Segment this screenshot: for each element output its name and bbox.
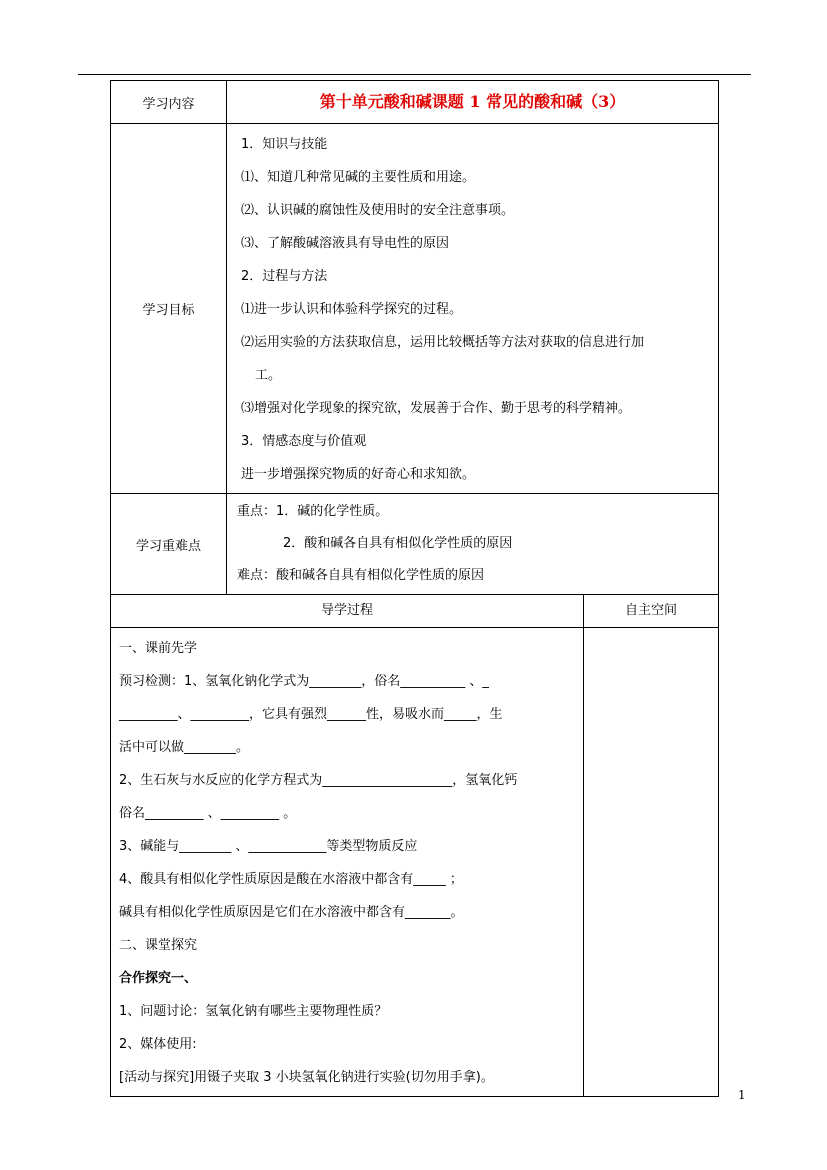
exercise-line: 活中可以做________。 bbox=[119, 740, 250, 755]
key-points-cell bbox=[227, 494, 719, 595]
header-rule bbox=[78, 74, 751, 75]
exercise-line: _________、_________，它具有强烈______性，易吸水而_____，生 bbox=[119, 707, 503, 722]
activity-line: [活动与探究]用镊子夹取 3 小块氢氧化钠进行实验(切勿用手拿)。 bbox=[119, 1070, 494, 1085]
goal-line: ⑵运用实验的方法获取信息，运用比较概括等方法对获取的信息进行加 bbox=[241, 335, 645, 350]
process-header: 导学过程 bbox=[111, 595, 584, 628]
content-row bbox=[111, 81, 719, 124]
lesson-title: 第十单元酸和碱课题 1 常见的酸和碱（3） bbox=[319, 92, 626, 111]
goal-line: ⑶增强对化学现象的探究欲，发展善于合作、勤于思考的科学精神。 bbox=[241, 401, 632, 416]
key-point-line: 重点：1．碱的化学性质。 bbox=[237, 504, 389, 519]
section-heading: 一、课前先学 bbox=[119, 641, 198, 656]
media-line: 2、媒体使用: bbox=[119, 1037, 197, 1052]
exercise-line: 预习检测：1、氢氧化钠化学式为________，俗名__________ 、_ bbox=[119, 674, 489, 689]
page-number: 1 bbox=[738, 1088, 746, 1102]
process-cell bbox=[111, 628, 584, 1097]
key-point-line: 2．酸和碱各自具有相似化学性质的原因 bbox=[283, 536, 513, 551]
discussion-line: 1、问题讨论：氢氧化钠有哪些主要物理性质？ bbox=[119, 1004, 388, 1019]
exercise-line: 3、碱能与________ 、____________等类型物质反应 bbox=[119, 839, 418, 854]
process-body-row bbox=[111, 628, 719, 1097]
process-header-row bbox=[111, 595, 719, 628]
cooperative-inquiry-heading: 合作探究一、 bbox=[119, 971, 198, 986]
title-cell bbox=[227, 81, 719, 124]
exercise-line: 4、酸具有相似化学性质原因是酸在水溶液中都含有_____ ； bbox=[119, 872, 463, 887]
goals-row bbox=[111, 124, 719, 494]
self-study-space-header: 自主空间 bbox=[584, 595, 719, 628]
self-study-space-cell bbox=[584, 628, 719, 1097]
difficulty-line: 难点：酸和碱各自具有相似化学性质的原因 bbox=[237, 568, 485, 583]
goal-line: ⑴、知道几种常见碱的主要性质和用途。 bbox=[241, 170, 476, 185]
exercise-line: 俗名_________ 、_________ 。 bbox=[119, 806, 297, 821]
goal-line: ⑴进一步认识和体验科学探究的过程。 bbox=[241, 302, 463, 317]
key-points-row bbox=[111, 494, 719, 595]
goal-line: 进一步增强探究物质的好奇心和求知欲。 bbox=[241, 467, 476, 482]
exercise-line: 2、生石灰与水反应的化学方程式为____________________，氢氧化钙 bbox=[119, 773, 518, 788]
goal-line: ⑶、了解酸碱溶液具有导电性的原因 bbox=[241, 236, 450, 251]
exercise-line: 碱具有相似化学性质原因是它们在水溶液中都含有_______。 bbox=[119, 905, 464, 920]
goals-cell bbox=[227, 124, 719, 494]
lesson-plan-table bbox=[110, 80, 719, 1097]
goal-line: ⑵、认识碱的腐蚀性及使用时的安全注意事项。 bbox=[241, 203, 515, 218]
label-learning-content: 学习内容 bbox=[111, 81, 227, 124]
goal-line: 1．知识与技能 bbox=[241, 137, 328, 152]
goal-line: 工。 bbox=[255, 368, 282, 383]
goal-line: 2．过程与方法 bbox=[241, 269, 328, 284]
label-key-points: 学习重难点 bbox=[111, 494, 227, 595]
label-learning-goals: 学习目标 bbox=[111, 124, 227, 494]
goal-line: 3．情感态度与价值观 bbox=[241, 434, 367, 449]
section-heading: 二、课堂探究 bbox=[119, 938, 198, 953]
